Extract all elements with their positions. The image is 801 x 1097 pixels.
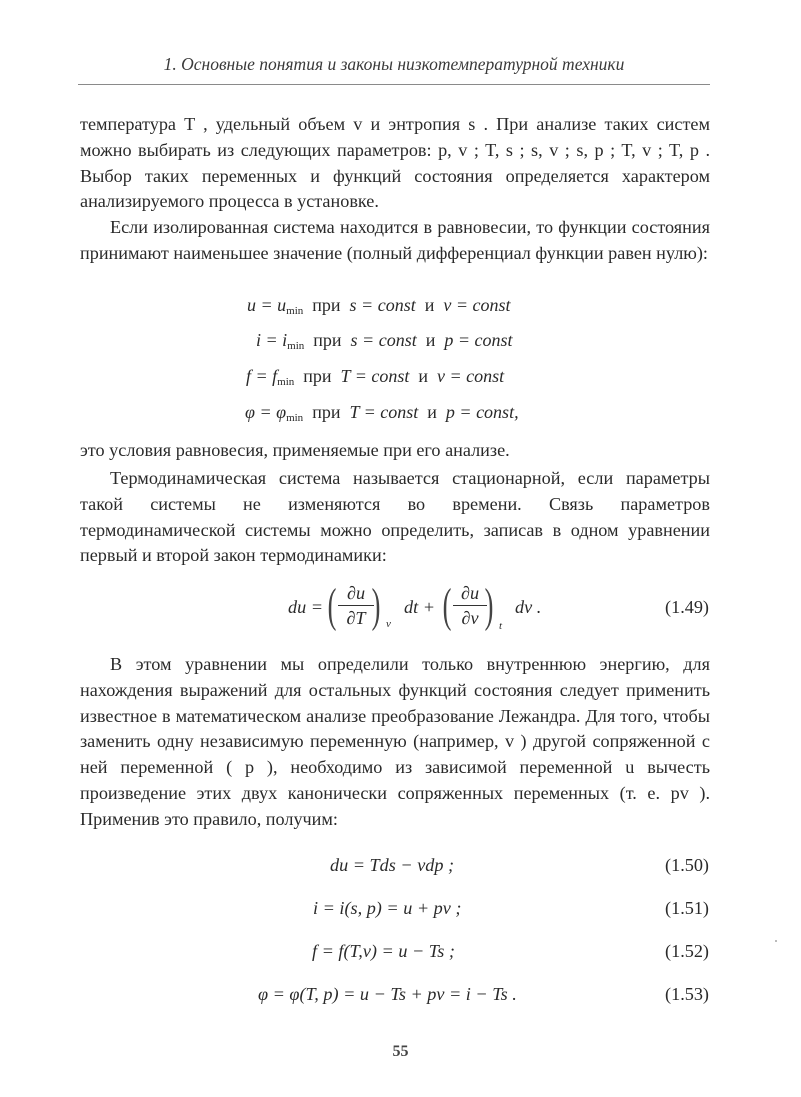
paren-left: ( <box>327 579 337 632</box>
condition-sub: min <box>286 412 304 424</box>
subscript-v: v <box>386 618 391 630</box>
condition-and: и <box>427 402 437 422</box>
condition-and: и <box>425 330 436 350</box>
eq49-middle: dt + <box>404 597 435 617</box>
header-rule <box>78 84 710 85</box>
condition-and: и <box>418 366 429 386</box>
condition-lhs: u = u <box>247 295 287 315</box>
condition-sub: min <box>286 305 304 317</box>
fraction-denominator: ∂T <box>346 608 366 628</box>
condition-phi <box>245 402 519 424</box>
fraction-numerator: ∂u <box>346 583 366 603</box>
scan-speck <box>775 940 777 942</box>
paragraph-4: Термодинамическая система называется стационарной, если параметры такой системы не изменяются во времени. Связь параметров термодинамической системы можно определить, записав в одном уравнении первый и второй закон термодинамики: <box>80 468 710 566</box>
condition-c2: v = const <box>437 366 505 386</box>
fraction-denominator: ∂v <box>461 608 479 628</box>
equation-number-1-51: (1.51) <box>665 898 709 918</box>
condition-i <box>256 330 513 352</box>
condition-and: и <box>424 295 435 315</box>
paren-right: ) <box>371 579 381 632</box>
condition-c1: s = const <box>349 295 416 315</box>
equation-1-50: du = Tds − vdp ; <box>330 855 455 875</box>
running-header: 1. Основные понятия и законы низкотемпературной техники <box>163 54 625 74</box>
eq49-lhs: du = <box>288 597 324 617</box>
paragraph-2: Если изолированная система находится в равновесии, то функции состояния принимают наименьшее значение (полный дифференциал функции равен нулю): <box>80 217 710 263</box>
equation-number-1-49: (1.49) <box>665 597 709 617</box>
condition-c2: v = const <box>443 295 511 315</box>
fraction-bar <box>338 605 374 606</box>
condition-word: при <box>312 402 341 422</box>
equation-1-51: i = i(s, p) = u + pv ; <box>313 898 462 918</box>
condition-lhs: φ = φ <box>245 402 287 422</box>
condition-c2: p = const <box>444 330 513 350</box>
paragraph-1: температура T , удельный объем v и энтропия s . При анализе таких систем можно выбирать из следующих параметров: p, v ; T, s ; s, v ; s, p ; T, v ; T, p . Выбор таких переменных и функций состояния определяется характером анализируемого процесса в установке. <box>80 114 710 212</box>
condition-lhs: f = f <box>246 366 278 386</box>
condition-c1: s = const <box>350 330 417 350</box>
fraction-du-dv <box>453 582 487 629</box>
paragraph-5: В этом уравнении мы определили только внутреннюю энергию, для нахождения выражений для остальных функций состояния следует применить известное в математическом анализе преобразование Лежандра. Для того, чтобы заменить одну независимую переменную (например, v ) другой сопряженной с ней переменной ( p ), необходимо из зависимой переменной u вычесть произведение этих двух канонически сопряженных переменных (т. е. pv ). Применив это правило, получим: <box>80 654 710 829</box>
condition-c1: T = const <box>349 402 419 422</box>
fraction-numerator: ∂u <box>460 583 480 603</box>
fraction-du-dT <box>338 582 374 629</box>
equation-number-1-53: (1.53) <box>665 984 709 1004</box>
condition-f <box>246 366 504 388</box>
paragraph-3: это условия равновесия, применяемые при его анализе. <box>80 440 510 460</box>
eq49-end: dv . <box>515 597 542 617</box>
fraction-bar <box>453 605 487 606</box>
condition-c2: p = const, <box>445 402 519 422</box>
page-number: 55 <box>392 1043 409 1060</box>
paren-right: ) <box>484 579 494 632</box>
equation-number-1-52: (1.52) <box>665 941 709 961</box>
condition-word: при <box>303 366 332 386</box>
subscript-t: t <box>499 620 503 632</box>
equation-number-1-50: (1.50) <box>665 855 709 875</box>
condition-lhs: i = i <box>256 330 288 350</box>
equation-1-49 <box>288 580 558 640</box>
condition-u <box>247 295 510 317</box>
equation-1-53: φ = φ(T, p) = u − Ts + pv = i − Ts . <box>258 984 517 1004</box>
paren-left: ( <box>442 579 452 632</box>
condition-word: при <box>313 330 342 350</box>
condition-word: при <box>312 295 341 315</box>
condition-sub: min <box>277 376 295 388</box>
condition-sub: min <box>287 340 305 352</box>
equation-1-52: f = f(T,v) = u − Ts ; <box>312 941 455 961</box>
condition-c1: T = const <box>340 366 410 386</box>
